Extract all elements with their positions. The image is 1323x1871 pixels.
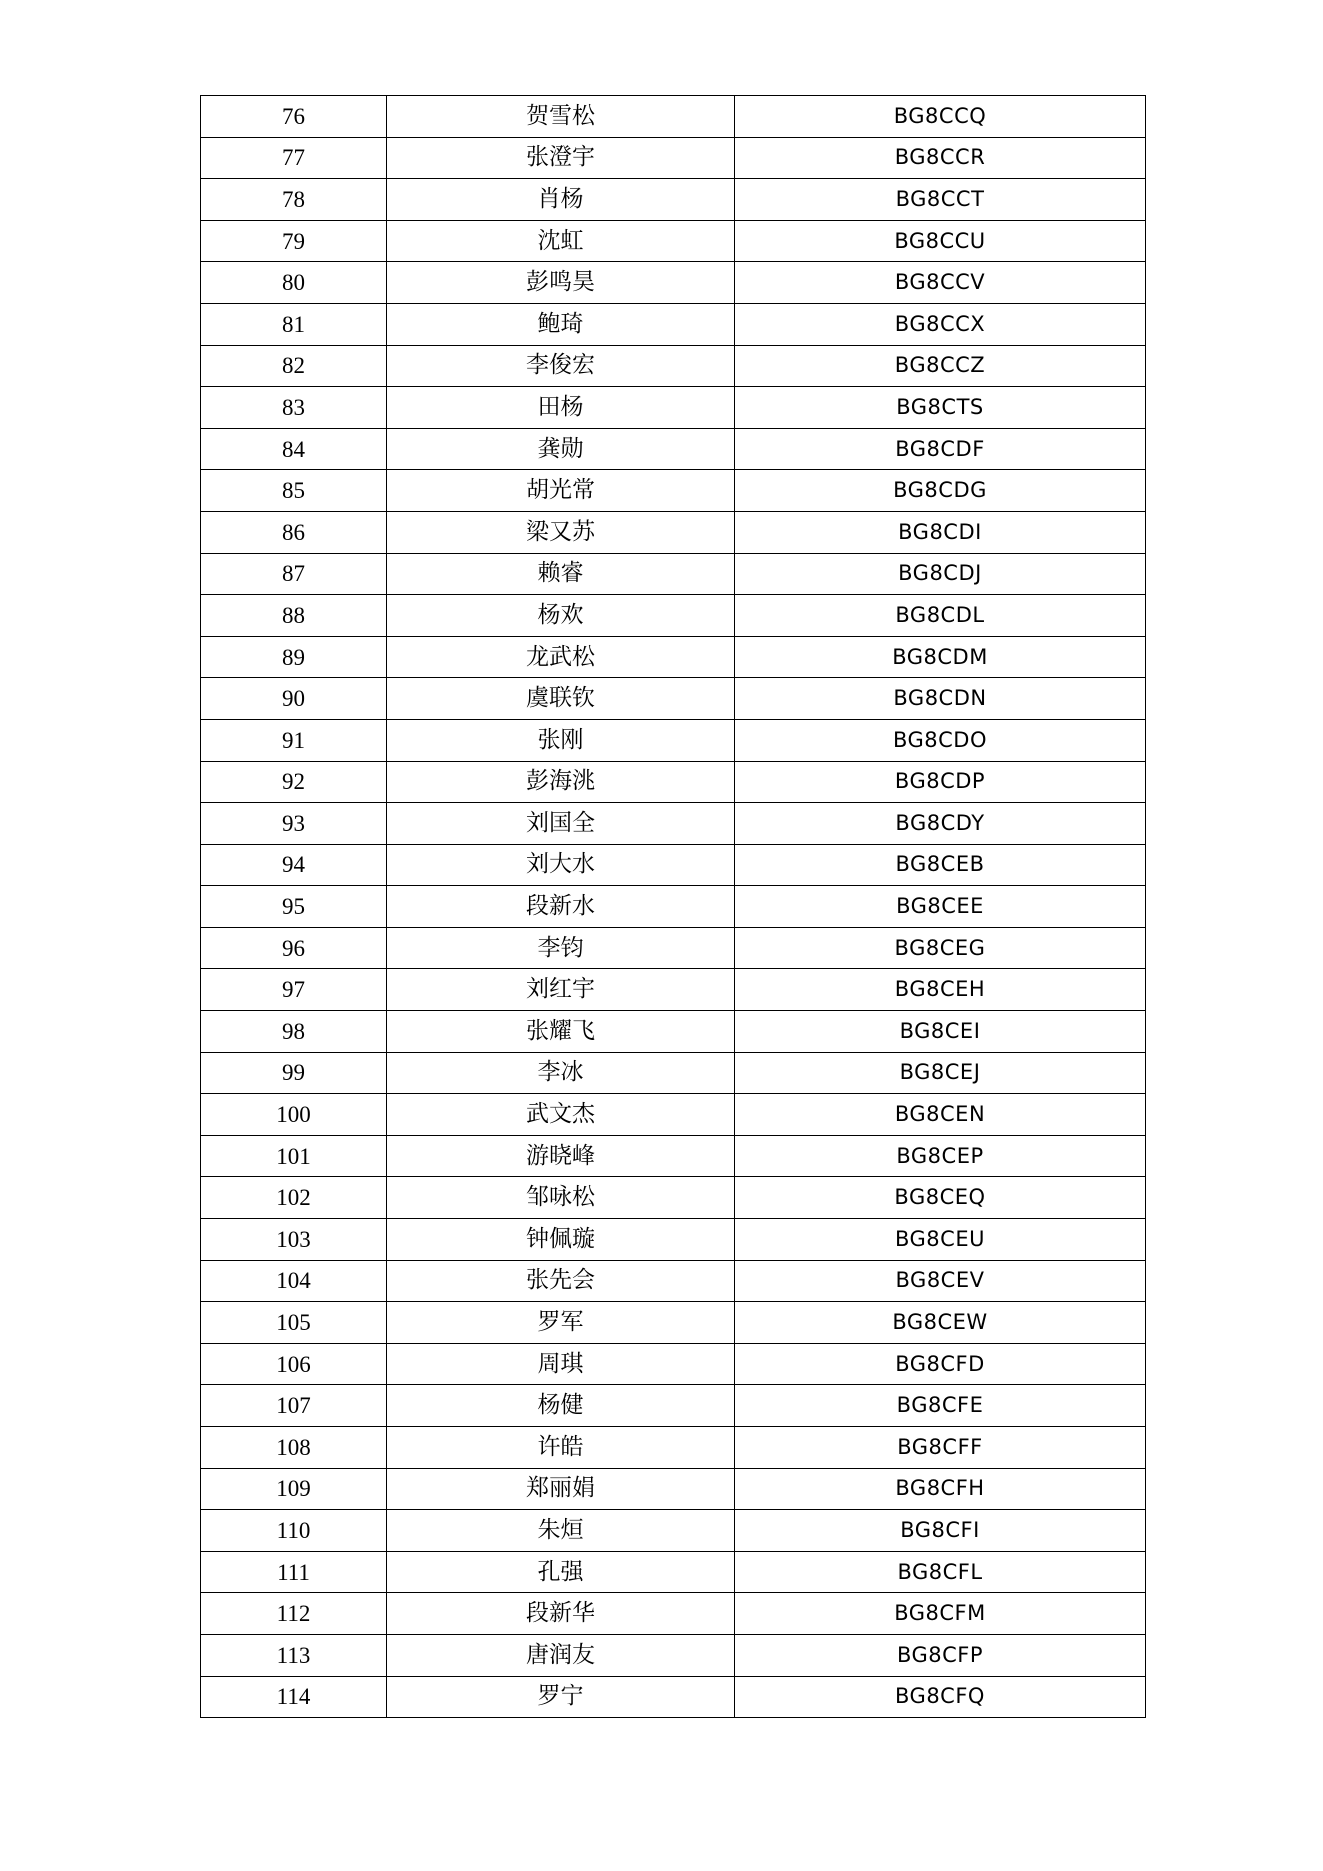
callsign: BG8CEQ <box>735 1177 1146 1219</box>
callsign: BG8CCV <box>735 262 1146 304</box>
callsign: BG8CEI <box>735 1011 1146 1053</box>
person-name: 梁又苏 <box>387 511 735 553</box>
callsign: BG8CDJ <box>735 553 1146 595</box>
table-row <box>201 1676 1146 1718</box>
person-name: 唐润友 <box>387 1634 735 1676</box>
callsign: BG8CDM <box>735 636 1146 678</box>
table-row <box>201 387 1146 429</box>
table-row <box>201 1427 1146 1469</box>
callsign: BG8CFL <box>735 1551 1146 1593</box>
table-body <box>201 96 1146 1718</box>
person-name: 张耀飞 <box>387 1011 735 1053</box>
callsign: BG8CDP <box>735 761 1146 803</box>
table-row <box>201 137 1146 179</box>
person-name: 钟佩璇 <box>387 1219 735 1261</box>
callsign: BG8CDL <box>735 595 1146 637</box>
row-number: 90 <box>201 678 387 720</box>
callsign: BG8CFH <box>735 1468 1146 1510</box>
callsign: BG8CEJ <box>735 1052 1146 1094</box>
person-name: 许皓 <box>387 1427 735 1469</box>
table-row <box>201 1551 1146 1593</box>
person-name: 李钧 <box>387 927 735 969</box>
table-row <box>201 1385 1146 1427</box>
table-row <box>201 719 1146 761</box>
callsign: BG8CFF <box>735 1427 1146 1469</box>
table-row <box>201 1510 1146 1552</box>
table-row <box>201 844 1146 886</box>
callsign: BG8CEV <box>735 1260 1146 1302</box>
person-name: 武文杰 <box>387 1094 735 1136</box>
row-number: 89 <box>201 636 387 678</box>
person-name: 段新水 <box>387 886 735 928</box>
table-row <box>201 553 1146 595</box>
callsign: BG8CEB <box>735 844 1146 886</box>
person-name: 邹咏松 <box>387 1177 735 1219</box>
row-number: 77 <box>201 137 387 179</box>
person-name: 张刚 <box>387 719 735 761</box>
table-row <box>201 927 1146 969</box>
callsign: BG8CDI <box>735 511 1146 553</box>
table-row <box>201 303 1146 345</box>
callsign: BG8CEW <box>735 1302 1146 1344</box>
callsign: BG8CEH <box>735 969 1146 1011</box>
table-row <box>201 262 1146 304</box>
table-row <box>201 803 1146 845</box>
person-name: 朱烜 <box>387 1510 735 1552</box>
row-number: 111 <box>201 1551 387 1593</box>
row-number: 114 <box>201 1676 387 1718</box>
callsign-table <box>200 95 1146 1718</box>
row-number: 106 <box>201 1343 387 1385</box>
table-row <box>201 511 1146 553</box>
person-name: 李俊宏 <box>387 345 735 387</box>
table-row <box>201 678 1146 720</box>
table-row <box>201 595 1146 637</box>
table-row <box>201 1135 1146 1177</box>
row-number: 84 <box>201 428 387 470</box>
row-number: 95 <box>201 886 387 928</box>
person-name: 彭鸣昊 <box>387 262 735 304</box>
row-number: 108 <box>201 1427 387 1469</box>
row-number: 99 <box>201 1052 387 1094</box>
table-row <box>201 636 1146 678</box>
row-number: 100 <box>201 1094 387 1136</box>
callsign: BG8CCQ <box>735 96 1146 138</box>
person-name: 张澄宇 <box>387 137 735 179</box>
row-number: 103 <box>201 1219 387 1261</box>
table-row <box>201 470 1146 512</box>
callsign: BG8CDG <box>735 470 1146 512</box>
row-number: 109 <box>201 1468 387 1510</box>
row-number: 107 <box>201 1385 387 1427</box>
row-number: 87 <box>201 553 387 595</box>
row-number: 78 <box>201 179 387 221</box>
person-name: 田杨 <box>387 387 735 429</box>
callsign: BG8CFD <box>735 1343 1146 1385</box>
table-row <box>201 761 1146 803</box>
callsign: BG8CCT <box>735 179 1146 221</box>
callsign: BG8CFP <box>735 1634 1146 1676</box>
person-name: 孔强 <box>387 1551 735 1593</box>
callsign: BG8CCZ <box>735 345 1146 387</box>
person-name: 龚勋 <box>387 428 735 470</box>
table-row <box>201 220 1146 262</box>
person-name: 鲍琦 <box>387 303 735 345</box>
table-row <box>201 1260 1146 1302</box>
row-number: 101 <box>201 1135 387 1177</box>
row-number: 85 <box>201 470 387 512</box>
callsign: BG8CTS <box>735 387 1146 429</box>
row-number: 97 <box>201 969 387 1011</box>
table-row <box>201 1593 1146 1635</box>
table-row <box>201 179 1146 221</box>
row-number: 94 <box>201 844 387 886</box>
table-row <box>201 96 1146 138</box>
person-name: 罗军 <box>387 1302 735 1344</box>
person-name: 肖杨 <box>387 179 735 221</box>
row-number: 113 <box>201 1634 387 1676</box>
row-number: 83 <box>201 387 387 429</box>
person-name: 刘国全 <box>387 803 735 845</box>
row-number: 76 <box>201 96 387 138</box>
row-number: 105 <box>201 1302 387 1344</box>
callsign: BG8CCU <box>735 220 1146 262</box>
callsign: BG8CEP <box>735 1135 1146 1177</box>
callsign: BG8CEG <box>735 927 1146 969</box>
person-name: 杨欢 <box>387 595 735 637</box>
table-row <box>201 1094 1146 1136</box>
person-name: 胡光常 <box>387 470 735 512</box>
row-number: 104 <box>201 1260 387 1302</box>
person-name: 杨健 <box>387 1385 735 1427</box>
table-row <box>201 1468 1146 1510</box>
person-name: 龙武松 <box>387 636 735 678</box>
row-number: 91 <box>201 719 387 761</box>
person-name: 彭海洮 <box>387 761 735 803</box>
row-number: 98 <box>201 1011 387 1053</box>
callsign: BG8CFM <box>735 1593 1146 1635</box>
row-number: 79 <box>201 220 387 262</box>
person-name: 沈虹 <box>387 220 735 262</box>
row-number: 110 <box>201 1510 387 1552</box>
person-name: 段新华 <box>387 1593 735 1635</box>
person-name: 刘红宇 <box>387 969 735 1011</box>
table-row <box>201 969 1146 1011</box>
callsign: BG8CCR <box>735 137 1146 179</box>
person-name: 周琪 <box>387 1343 735 1385</box>
person-name: 罗宁 <box>387 1676 735 1718</box>
row-number: 86 <box>201 511 387 553</box>
row-number: 80 <box>201 262 387 304</box>
person-name: 虞联钦 <box>387 678 735 720</box>
table-row <box>201 1302 1146 1344</box>
table-row <box>201 428 1146 470</box>
person-name: 张先会 <box>387 1260 735 1302</box>
table-row <box>201 1011 1146 1053</box>
callsign: BG8CFQ <box>735 1676 1146 1718</box>
table-row <box>201 345 1146 387</box>
row-number: 96 <box>201 927 387 969</box>
table-row <box>201 1219 1146 1261</box>
person-name: 贺雪松 <box>387 96 735 138</box>
callsign: BG8CCX <box>735 303 1146 345</box>
table-row <box>201 1177 1146 1219</box>
table-row <box>201 1052 1146 1094</box>
table-row <box>201 1343 1146 1385</box>
callsign: BG8CEN <box>735 1094 1146 1136</box>
row-number: 93 <box>201 803 387 845</box>
row-number: 92 <box>201 761 387 803</box>
row-number: 112 <box>201 1593 387 1635</box>
row-number: 82 <box>201 345 387 387</box>
callsign: BG8CDO <box>735 719 1146 761</box>
person-name: 赖睿 <box>387 553 735 595</box>
person-name: 刘大水 <box>387 844 735 886</box>
callsign: BG8CFE <box>735 1385 1146 1427</box>
person-name: 游晓峰 <box>387 1135 735 1177</box>
table-row <box>201 1634 1146 1676</box>
callsign: BG8CDN <box>735 678 1146 720</box>
person-name: 李冰 <box>387 1052 735 1094</box>
callsign: BG8CDY <box>735 803 1146 845</box>
callsign: BG8CFI <box>735 1510 1146 1552</box>
person-name: 郑丽娟 <box>387 1468 735 1510</box>
table-row <box>201 886 1146 928</box>
callsign: BG8CEE <box>735 886 1146 928</box>
callsign: BG8CEU <box>735 1219 1146 1261</box>
callsign: BG8CDF <box>735 428 1146 470</box>
row-number: 88 <box>201 595 387 637</box>
row-number: 81 <box>201 303 387 345</box>
row-number: 102 <box>201 1177 387 1219</box>
